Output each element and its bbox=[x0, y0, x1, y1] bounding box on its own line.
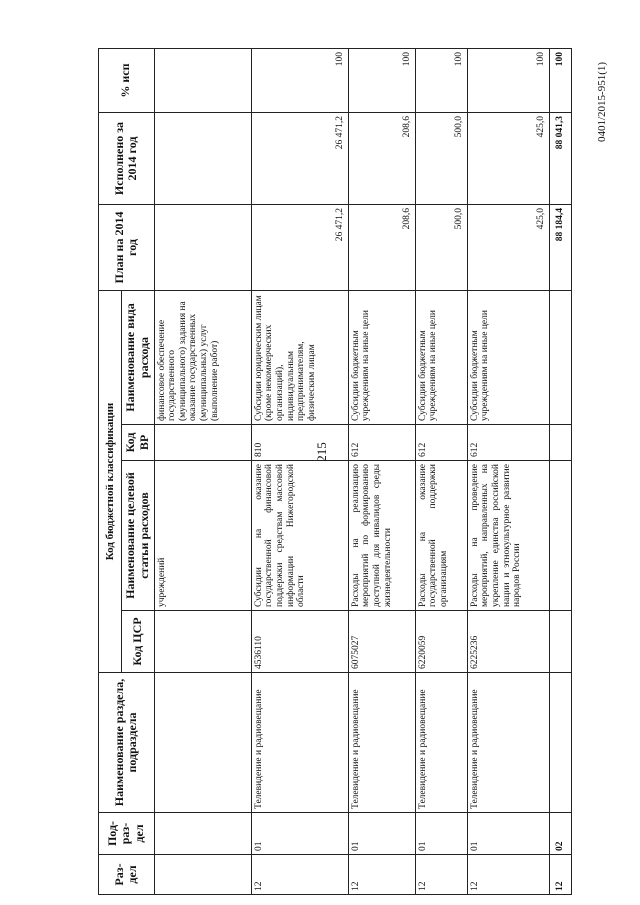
cell-pct: 100 bbox=[348, 49, 415, 113]
cell-vr-name: Субсидии бюджетным учреждениям на иные цели bbox=[467, 291, 549, 425]
header-vr: Код ВР bbox=[122, 425, 155, 461]
header-plan: План на 2014 год bbox=[99, 205, 155, 291]
cell-razdel bbox=[154, 855, 251, 895]
table-row bbox=[467, 49, 549, 895]
cell-target-name: учреждений bbox=[154, 461, 251, 611]
cell-podrazdel: 01 bbox=[467, 813, 549, 855]
cell-target-name: Расходы на проведение мероприятий, направленных на укрепление единства российской нации и этнокультурное развитие народов России bbox=[467, 461, 549, 611]
cell-pct: 100 bbox=[415, 49, 467, 113]
cell-fact: 500,0 bbox=[415, 113, 467, 205]
header-csr: Код ЦСР bbox=[122, 611, 155, 673]
cell-target-name: Расходы на оказание государственной поддержки организациям bbox=[415, 461, 467, 611]
cell-razdel: 12 bbox=[251, 855, 348, 895]
table-row bbox=[348, 49, 415, 895]
header-razdel: Раз-дел bbox=[99, 855, 155, 895]
cell-vr bbox=[154, 425, 251, 461]
total-pct: 100 bbox=[549, 49, 571, 113]
cell-razdel: 12 bbox=[415, 855, 467, 895]
cell-pct: 100 bbox=[467, 49, 549, 113]
cell-podrazdel: 01 bbox=[251, 813, 348, 855]
cell-vr-name: финансовое обеспечение государственного (муниципального) задания на оказание государственных (муниципальных) услуг (выполнение работ) bbox=[154, 291, 251, 425]
table-header bbox=[99, 49, 155, 895]
cell-vr: 612 bbox=[348, 425, 415, 461]
cell-vr: 612 bbox=[467, 425, 549, 461]
cell-fact: 425,0 bbox=[467, 113, 549, 205]
cell-csr: 6220059 bbox=[415, 611, 467, 673]
cell-plan: 500,0 bbox=[415, 205, 467, 291]
table-row bbox=[154, 49, 251, 895]
budget-table bbox=[98, 48, 572, 895]
cell-plan: 208,6 bbox=[348, 205, 415, 291]
cell-csr bbox=[154, 611, 251, 673]
cell-vr: 810 bbox=[251, 425, 348, 461]
table-row bbox=[415, 49, 467, 895]
total-empty-cell bbox=[549, 611, 571, 673]
total-fact: 88 041,3 bbox=[549, 113, 571, 205]
cell-pct bbox=[154, 49, 251, 113]
header-section-name: Наименование раздела, подраздела bbox=[99, 673, 155, 813]
budget-table-container bbox=[98, 49, 572, 895]
cell-csr: 6225236 bbox=[467, 611, 549, 673]
cell-fact: 208,6 bbox=[348, 113, 415, 205]
cell-section-name bbox=[154, 673, 251, 813]
cell-plan bbox=[154, 205, 251, 291]
header-vr-name: Наименование вида расхода bbox=[122, 291, 155, 425]
total-razdel: 12 bbox=[549, 855, 571, 895]
header-target-name: Наименование целевой статьи расходов bbox=[122, 461, 155, 611]
total-row bbox=[549, 49, 571, 895]
total-podrazdel: 02 bbox=[549, 813, 571, 855]
cell-section-name: Телевидение и радиовещание bbox=[251, 673, 348, 813]
cell-razdel: 12 bbox=[467, 855, 549, 895]
cell-razdel: 12 bbox=[348, 855, 415, 895]
total-empty-cell bbox=[549, 673, 571, 813]
header-podrazdel: Под-раз-дел bbox=[99, 813, 155, 855]
cell-vr-name: Субсидии бюджетным учреждениям на иные цели bbox=[415, 291, 467, 425]
table-body bbox=[154, 49, 571, 895]
cell-pct: 100 bbox=[251, 49, 348, 113]
cell-target-name: Расходы на реализацию мероприятий по формированию доступной для инвалидов среды жизнедеятельности bbox=[348, 461, 415, 611]
page-number: 215 bbox=[314, 442, 329, 462]
cell-csr: 6075027 bbox=[348, 611, 415, 673]
cell-csr: 4536110 bbox=[251, 611, 348, 673]
document-code: 0401/2015-951(1) bbox=[596, 61, 608, 143]
cell-podrazdel bbox=[154, 813, 251, 855]
header-fact: Исполнено за 2014 год bbox=[99, 113, 155, 205]
table-row bbox=[251, 49, 348, 895]
cell-vr-name: Субсидии бюджетным учреждениям на иные цели bbox=[348, 291, 415, 425]
cell-vr-name: Субсидии юридическим лицам (кроме некоммерческих организаций), индивидуальным предпринимателям, физическим лицам bbox=[251, 291, 348, 425]
cell-fact: 26 471,2 bbox=[251, 113, 348, 205]
total-empty-cell bbox=[549, 291, 571, 425]
header-pct: % исп bbox=[99, 49, 155, 113]
cell-podrazdel: 01 bbox=[415, 813, 467, 855]
cell-section-name: Телевидение и радиовещание bbox=[415, 673, 467, 813]
cell-podrazdel: 01 bbox=[348, 813, 415, 855]
header-kbk-group: Код бюджетной классификации bbox=[99, 291, 122, 673]
total-empty-cell bbox=[549, 461, 571, 611]
cell-vr: 612 bbox=[415, 425, 467, 461]
cell-plan: 26 471,2 bbox=[251, 205, 348, 291]
cell-plan: 425,0 bbox=[467, 205, 549, 291]
total-empty-cell bbox=[549, 425, 571, 461]
cell-fact bbox=[154, 113, 251, 205]
total-plan: 88 184,4 bbox=[549, 205, 571, 291]
cell-section-name: Телевидение и радиовещание bbox=[467, 673, 549, 813]
cell-target-name: Субсидии на оказание государственной финансовой поддержки средствам массовой информации Нижегородской области bbox=[251, 461, 348, 611]
cell-section-name: Телевидение и радиовещание bbox=[348, 673, 415, 813]
